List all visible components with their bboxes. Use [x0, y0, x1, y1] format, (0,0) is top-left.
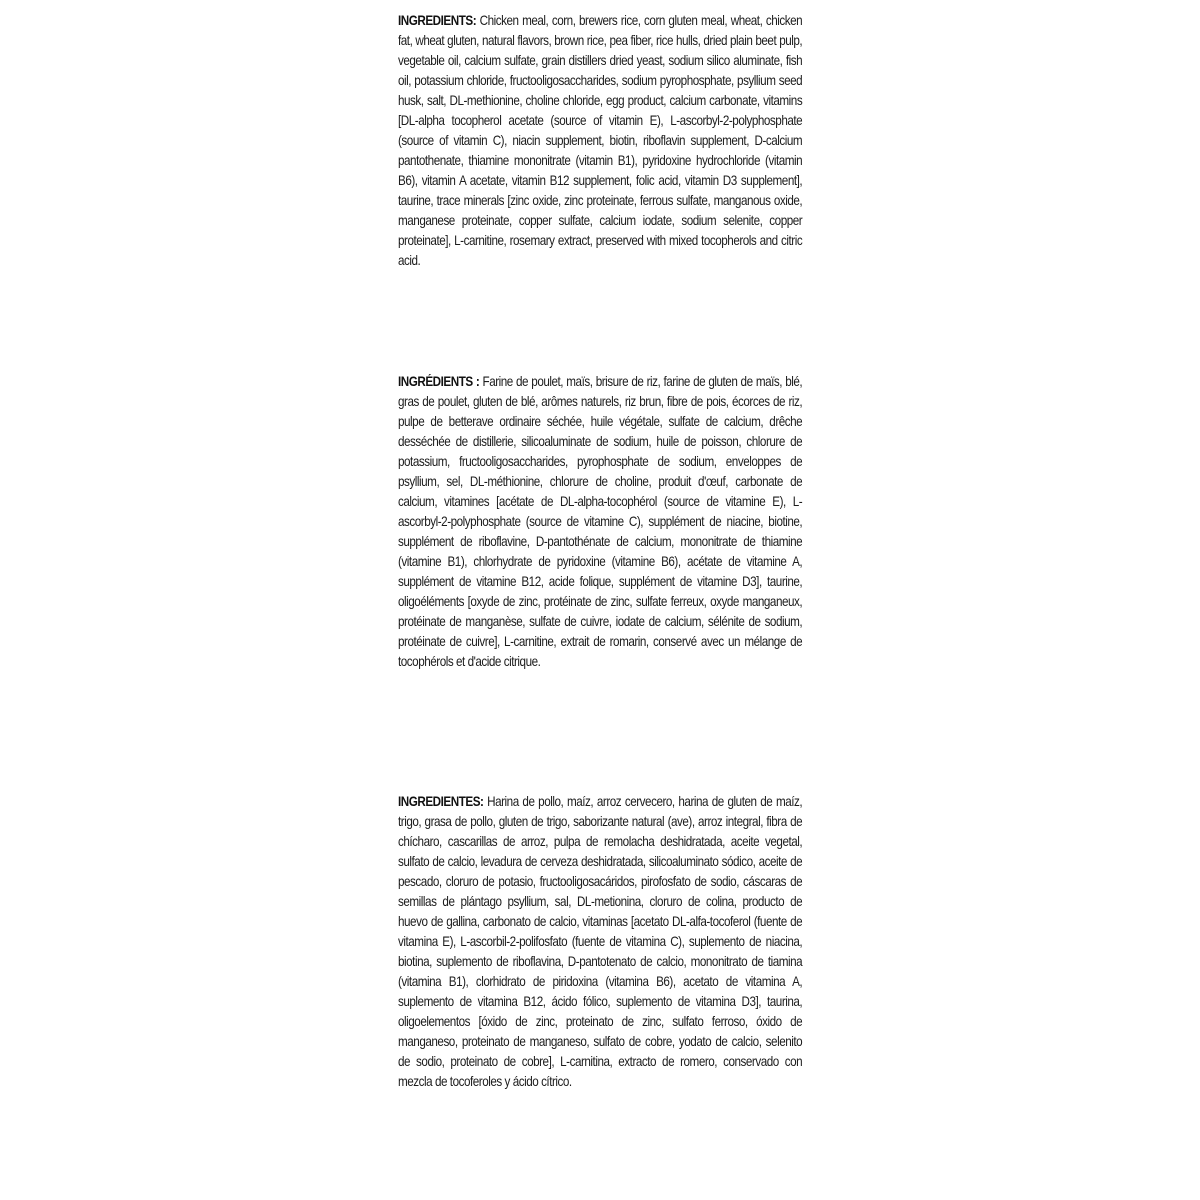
ingredients-spanish-heading: INGREDIENTES:	[398, 794, 484, 809]
ingredients-french-text: Farine de poulet, maïs, brisure de riz, farine de gluten de maïs, blé, gras de poulet, gluten de blé, arômes naturels, riz brun, fibre de pois, écorces de riz, pulpe de betterave ordinaire séchée, huile végétale, sulfate de calcium, drêche desséchée de distillerie, silicoaluminate de sodium, huile de poisson, chlorure de potassium, fructooligosaccharides, pyrophosphate de sodium, enveloppes de psyllium, sel, DL-méthionine, chlorure de choline, produit d'œuf, carbonate de calcium, vitamines [acétate de DL-alpha-tocophérol (source de vitamine E), L-ascorbyl-2-polyphosphate (source de vitamine C), supplément de niacine, biotine, supplément de riboflavine, D-pantothénate de calcium, mononitrate de thiamine (vitamine B1), chlorhydrate de pyridoxine (vitamine B6), acétate de vitamine A, supplément de vitamine B12, acide folique, supplément de vitamine D3], taurine, oligoéléments [oxyde de zinc, protéinate de zinc, sulfate ferreux, oxyde manganeux, protéinate de manganèse, sulfate de cuivre, iodate de calcium, sélénite de sodium, protéinate de cuivre], L-carnitine, extrait de romarin, conservé avec un mélange de tocophérols et d'acide citrique.	[398, 374, 803, 669]
ingredients-english-heading: INGREDIENTS:	[398, 13, 477, 28]
ingredients-french-heading: INGRÉDIENTS :	[398, 374, 480, 389]
ingredients-spanish-text: Harina de pollo, maíz, arroz cervecero, harina de gluten de maíz, trigo, grasa de pollo, gluten de trigo, saborizante natural (ave), arroz integral, fibra de chícharo, cascarillas de arroz, pulpa de remolacha deshidratada, aceite vegetal, sulfato de calcio, levadura de cerveza deshidratada, silicoaluminato sódico, aceite de pescado, cloruro de potasio, fructooligosacáridos, pirofosfato de sodio, cáscaras de semillas de plántago psyllium, sal, DL-metionina, cloruro de colina, producto de huevo de gallina, carbonato de calcio, vitaminas [acetato DL-alfa-tocoferol (fuente de vitamina E), L-ascorbil-2-polifosfato (fuente de vitamina C), suplemento de niacina, biotina, suplemento de riboflavina, D-pantotenato de calcio, mononitrato de tiamina (vitamina B1), clorhidrato de piridoxina (vitamina B6), acetato de vitamina A, suplemento de vitamina B12, ácido fólico, suplemento de vitamina D3], taurina, oligoelementos [óxido de zinc, proteinato de zinc, sulfato ferroso, óxido de manganeso, proteinato de manganeso, sulfato de cobre, yodato de calcio, selenito de sodio, proteinato de cobre], L-carnitina, extracto de romero, conservado con mezcla de tocoferoles y ácido cítrico.	[398, 794, 803, 1089]
ingredients-english-text: Chicken meal, corn, brewers rice, corn gluten meal, wheat, chicken fat, wheat gluten, natural flavors, brown rice, pea fiber, rice hulls, dried plain beet pulp, vegetable oil, calcium sulfate, grain distillers dried yeast, sodium silico aluminate, fish oil, potassium chloride, fructooligosaccharides, sodium pyrophosphate, psyllium seed husk, salt, DL-methionine, choline chloride, egg product, calcium carbonate, vitamins [DL-alpha tocopherol acetate (source of vitamin E), L-ascorbyl-2-polyphosphate (source of vitamin C), niacin supplement, biotin, riboflavin supplement, D-calcium pantothenate, thiamine mononitrate (vitamin B1), pyridoxine hydrochloride (vitamin B6), vitamin A acetate, vitamin B12 supplement, folic acid, vitamin D3 supplement], taurine, trace minerals [zinc oxide, zinc proteinate, ferrous sulfate, manganous oxide, manganese proteinate, copper sulfate, calcium iodate, sodium selenite, copper proteinate], L-carnitine, rosemary extract, preserved with mixed tocopherols and citric acid.	[398, 13, 803, 268]
ingredients-english-paragraph	[398, 11, 802, 271]
ingredients-label-column	[398, 0, 802, 1200]
ingredients-spanish-paragraph	[398, 792, 802, 1092]
ingredients-french-paragraph	[398, 372, 802, 672]
